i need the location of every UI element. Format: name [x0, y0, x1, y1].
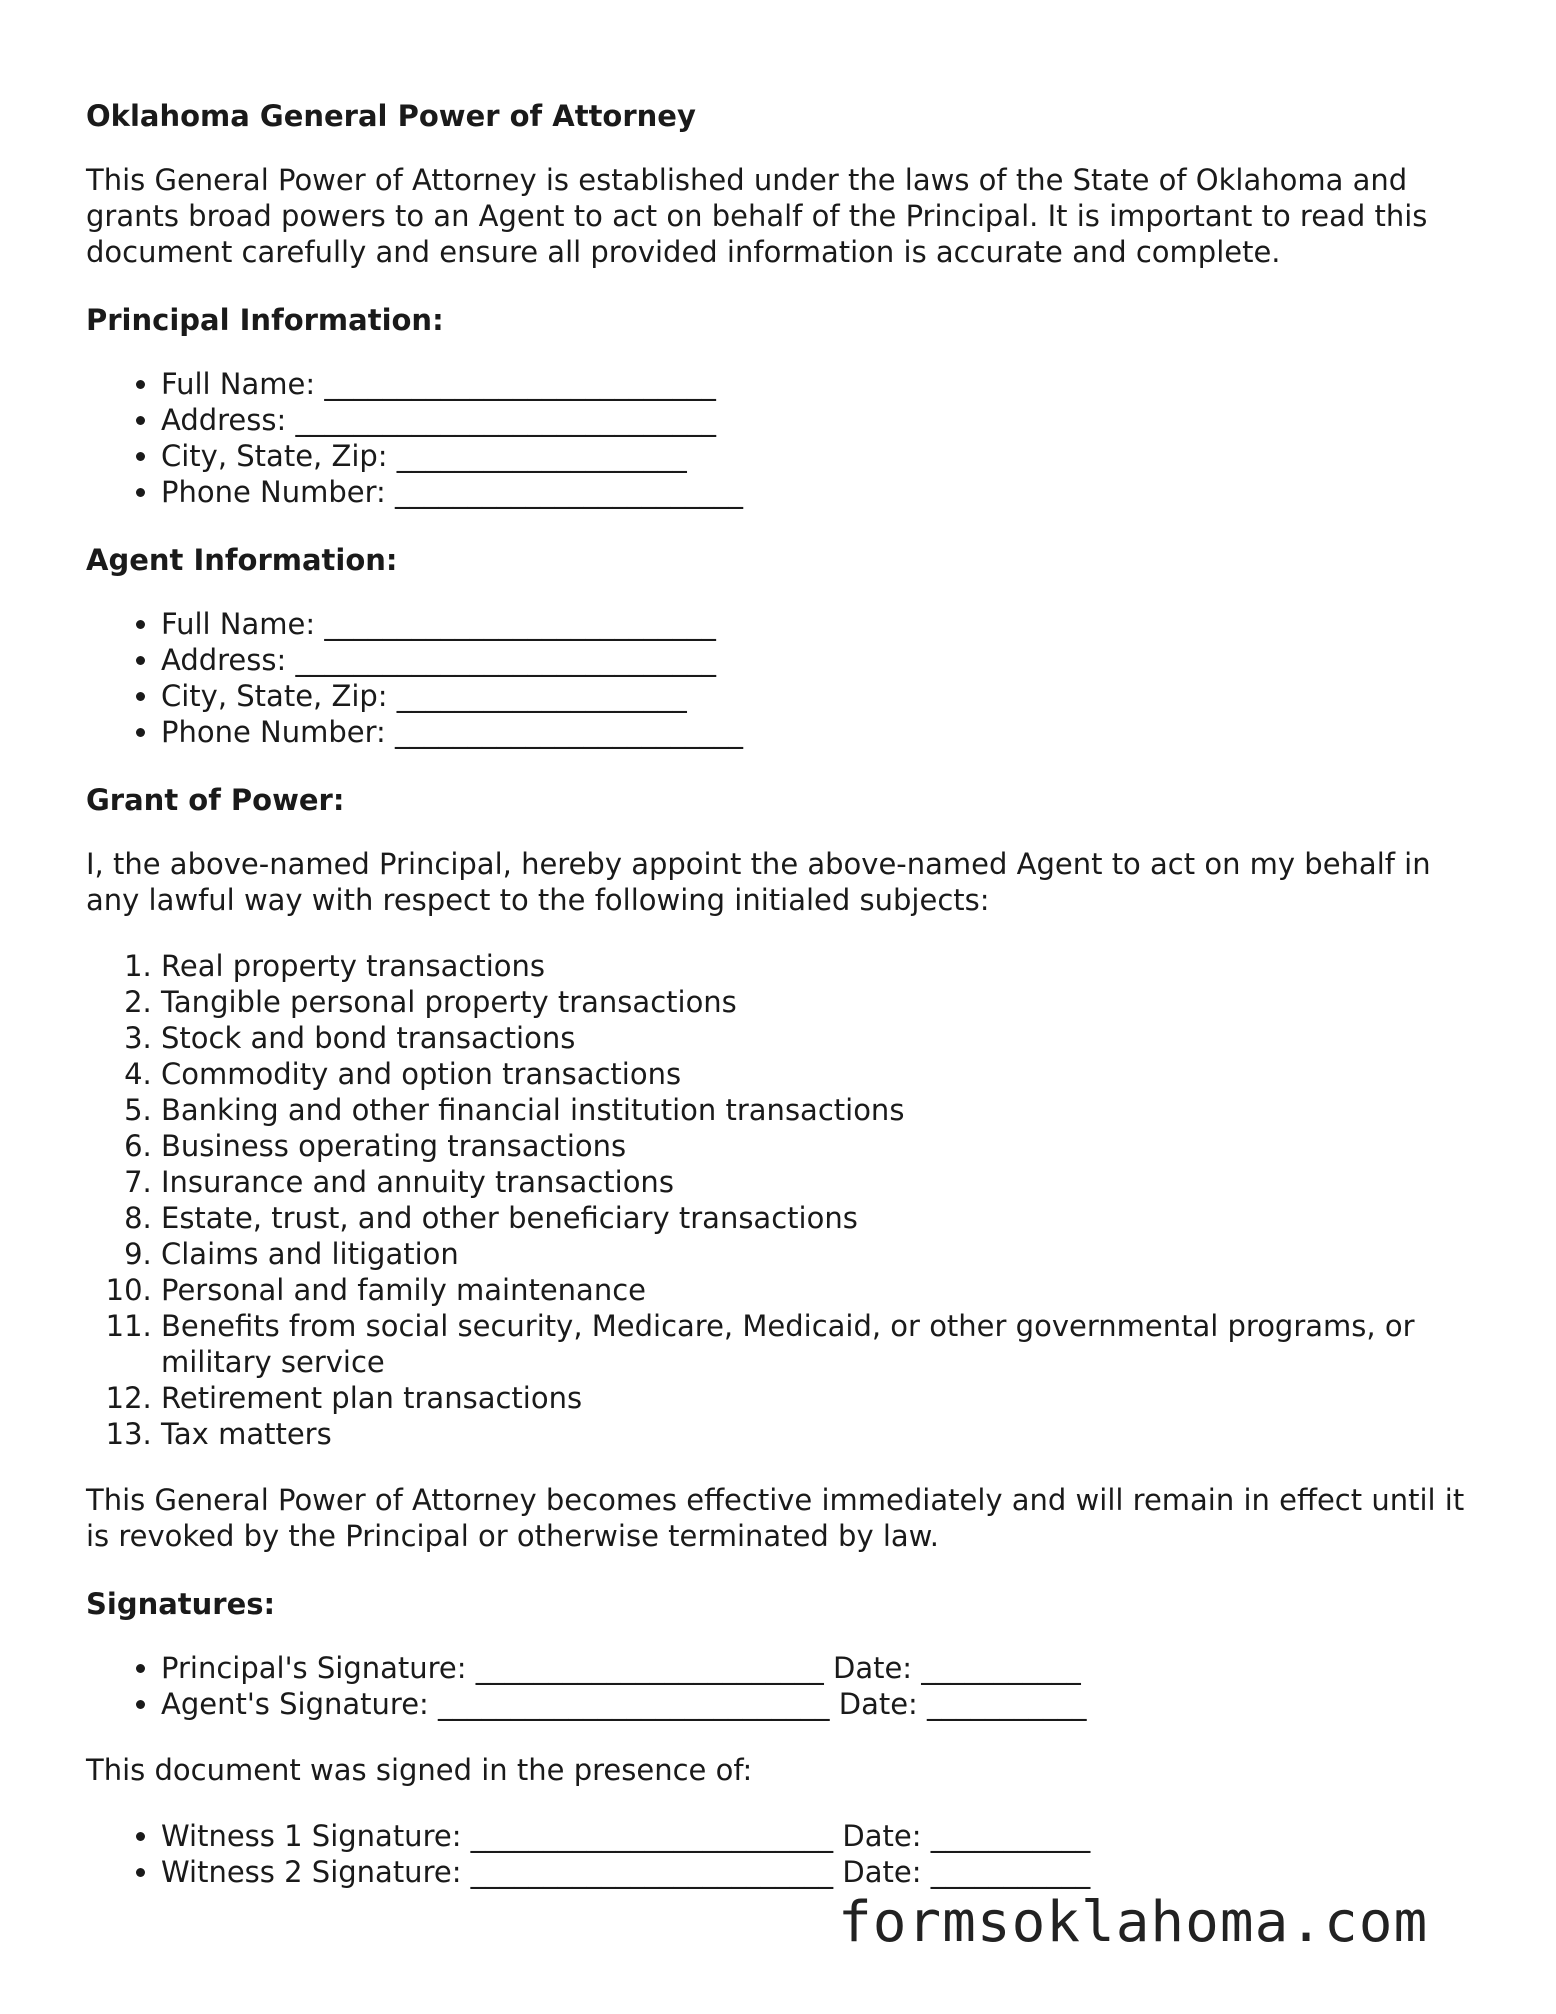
agent-phone-field[interactable]: • Phone Number: ________________________ — [161, 714, 1486, 750]
witness-1-signature-line[interactable]: • Witness 1 Signature: _________________________ Date: ___________ — [161, 1818, 1486, 1854]
subject-item: 10. Personal and family maintenance — [161, 1272, 1486, 1308]
principal-fields-list — [86, 366, 1486, 510]
principal-heading: Principal Information: — [86, 303, 444, 337]
grant-paragraph: I, the above-named Principal, hereby appoint the above-named Agent to act on my behalf in any lawful way with respect to the following initialed subjects: — [86, 847, 1431, 917]
subject-item: 1. Real property transactions — [161, 948, 1486, 984]
agent-city-state-zip-field[interactable]: • City, State, Zip: ____________________ — [161, 678, 1486, 714]
subjects-list — [86, 948, 1486, 1452]
agent-fields-list — [86, 606, 1486, 750]
principal-signature-line[interactable]: • Principal's Signature: ________________________ Date: ___________ — [161, 1650, 1486, 1686]
subject-item: 9. Claims and litigation — [161, 1236, 1486, 1272]
signatures-list — [86, 1650, 1486, 1722]
subject-item: 7. Insurance and annuity transactions — [161, 1164, 1486, 1200]
subject-item: 13. Tax matters — [161, 1416, 1486, 1452]
witnesses-list — [86, 1818, 1486, 1890]
site-watermark: formsoklahoma.com — [838, 1890, 1429, 1955]
subject-item: 12. Retirement plan transactions — [161, 1380, 1486, 1416]
intro-paragraph: This General Power of Attorney is established under the laws of the State of Oklahoma and grants broad powers to an Agent to act on behalf of the Principal. It is important to read this document carefully and ensure all provided information is accurate and complete. — [86, 163, 1428, 269]
effective-paragraph: This General Power of Attorney becomes effective immediately and will remain in effect until it is revoked by the Principal or otherwise terminated by law. — [86, 1483, 1465, 1553]
principal-phone-field[interactable]: • Phone Number: ________________________ — [161, 474, 1486, 510]
subject-item: 6. Business operating transactions — [161, 1128, 1486, 1164]
grant-heading: Grant of Power: — [86, 783, 345, 817]
subject-item: 8. Estate, trust, and other beneficiary transactions — [161, 1200, 1486, 1236]
subject-item: 3. Stock and bond transactions — [161, 1020, 1486, 1056]
document-page — [86, 96, 1486, 1920]
principal-full-name-field[interactable]: • Full Name: ___________________________ — [161, 366, 1486, 402]
signatures-heading: Signatures: — [86, 1587, 276, 1621]
agent-full-name-field[interactable]: • Full Name: ___________________________ — [161, 606, 1486, 642]
subject-item: 2. Tangible personal property transactions — [161, 984, 1486, 1020]
principal-address-field[interactable]: • Address: _____________________________ — [161, 402, 1486, 438]
subject-item: 5. Banking and other financial institution transactions — [161, 1092, 1486, 1128]
witness-2-signature-line[interactable]: • Witness 2 Signature: _________________________ Date: ___________ — [161, 1854, 1486, 1890]
presence-paragraph: This document was signed in the presence of: — [86, 1753, 753, 1787]
document-title: Oklahoma General Power of Attorney — [86, 99, 696, 133]
principal-city-state-zip-field[interactable]: • City, State, Zip: ____________________ — [161, 438, 1486, 474]
agent-address-field[interactable]: • Address: _____________________________ — [161, 642, 1486, 678]
agent-signature-line[interactable]: • Agent's Signature: ___________________________ Date: ___________ — [161, 1686, 1486, 1722]
subject-item: 4. Commodity and option transactions — [161, 1056, 1486, 1092]
subject-item: 11. Benefits from social security, Medicare, Medicaid, or other governmental programs, or military service — [161, 1308, 1486, 1380]
agent-heading: Agent Information: — [86, 543, 398, 577]
